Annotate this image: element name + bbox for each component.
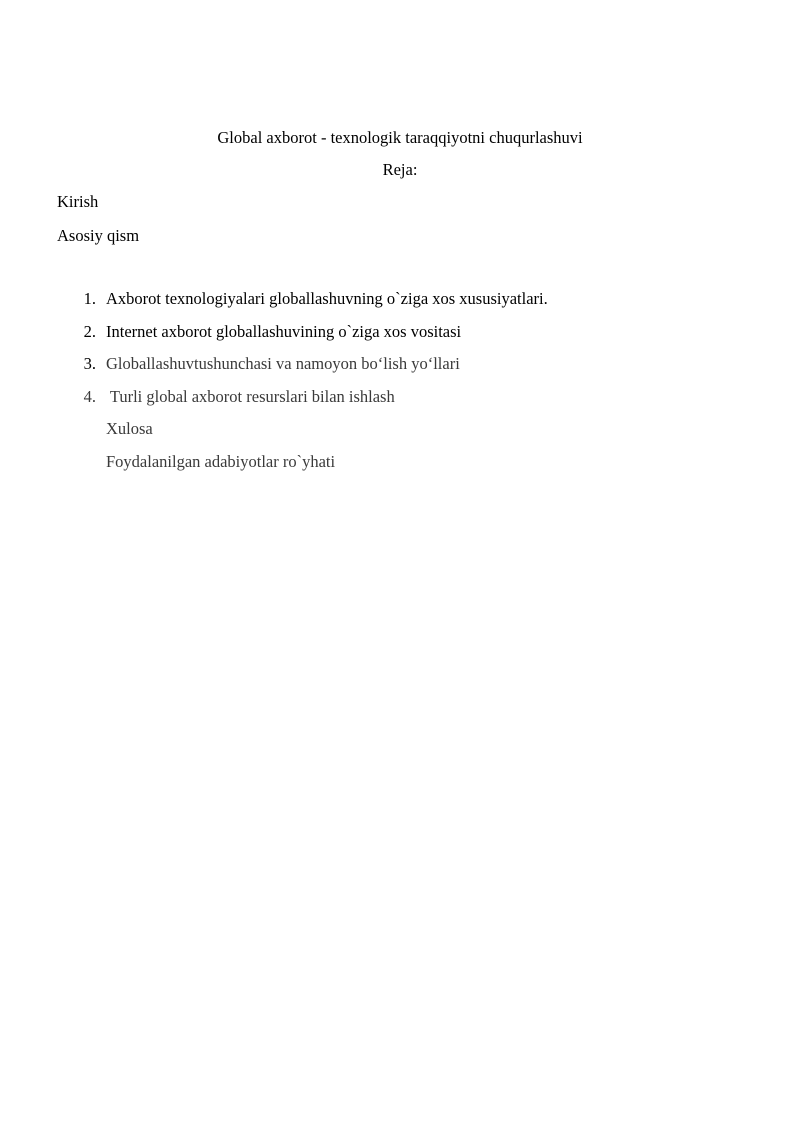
- list-item-number: 1.: [83, 289, 96, 308]
- list-item-number: 2.: [83, 322, 96, 341]
- list-item-text: Turli global axborot resurslari bilan ishlash: [106, 387, 395, 406]
- conclusion-heading: Xulosa: [106, 419, 153, 438]
- list-item-number: 3.: [83, 354, 96, 373]
- intro-heading: Kirish: [57, 192, 99, 211]
- list-item-text: Globallashuvtushunchasi va namoyon bo‘lish yo‘llari: [106, 354, 460, 373]
- references-heading: Foydalanilgan adabiyotlar ro`yhati: [106, 452, 336, 471]
- list-item-number: 4.: [83, 387, 96, 406]
- list-item-text: Internet axborot globallashuvining o`ziga xos vositasi: [106, 322, 462, 341]
- plan-heading: Reja:: [382, 160, 418, 179]
- main-part-heading: Asosiy qism: [57, 226, 140, 245]
- document-title: Global axborot - texnologik taraqqiyotni chuqurlashuvi: [217, 128, 583, 147]
- list-item-text: Axborot texnologiyalari globallashuvning o`ziga xos xususiyatlari.: [106, 289, 548, 308]
